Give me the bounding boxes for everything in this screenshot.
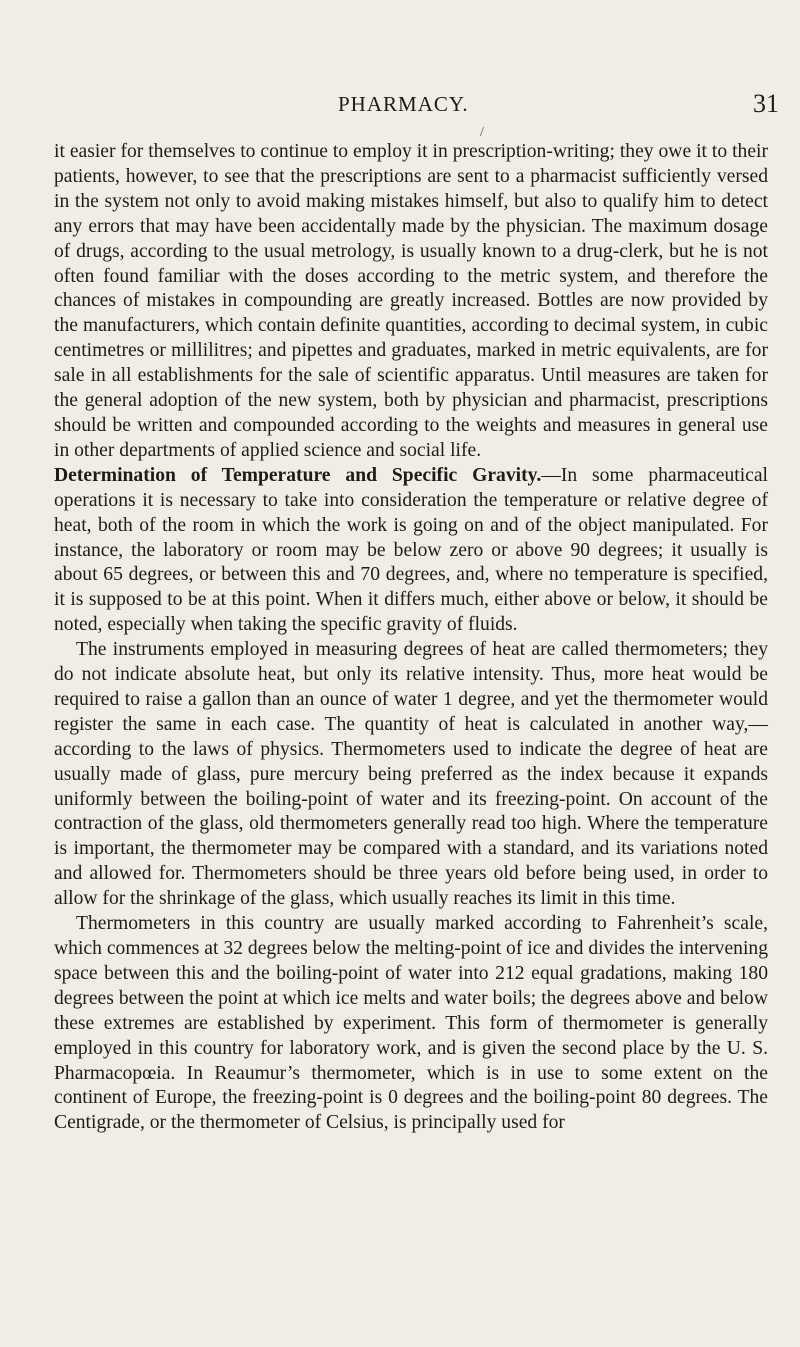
section-text: —In some pharmaceutical operations it is necessary to take into consideration the temperature or relative degree of heat, both of the room in which the work is going on and of the object manipulated. For instance, the laboratory or room may be below zero or above 90 degrees; it usually is about 65 degrees, or between this and 70 degrees, and, where no temperature is specified, it is supposed to be at this point. When it differs much, either above or below, it should be noted, especially when taking the specific gravity of fluids. — [54, 464, 768, 636]
page-header — [0, 89, 800, 122]
section-temperature — [54, 464, 768, 638]
paragraph-thermometers: The instruments employed in measuring degrees of heat are called thermometers; they do not indicate absolute heat, but only its relative intensity. Thus, more heat would be required to raise a gallon than an ounce of water 1 degree, and yet the thermometer would register the same in each case. The quantity of heat is calculated in another way,—according to the laws of physics. Thermometers used to indicate the degree of heat are usually made of glass, pure mercury being preferred as the index because it expands uniformly between the boiling-point of water and its freezing-point. On account of the contraction of the glass, old thermometers generally read too high. Where the temperature is important, the thermometer may be compared with a standard, and its variations noted and allowed for. Thermometers should be three years old before being used, in order to allow for the shrinkage of the glass, which usually reaches its limit in this time. — [54, 639, 768, 910]
stray-mark: / — [480, 125, 484, 140]
paragraph-metric-system: it easier for themselves to continue to employ it in prescription-writing; they owe it to their patients, however, to see that the prescriptions are sent to a pharmacist sufficiently versed in the system not only to avoid making mistakes himself, but also to qualify him to detect any errors that may have been accidentally made by the physician. The maximum dosage of drugs, according to the usual metrology, is usually known to a drug-clerk, but he is not often found familiar with the doses according to the metric system, and therefore the chances of mistakes in compounding are greatly increased. Bottles are now provided by the manufacturers, which contain definite quantities, according to decimal system, in cubic centimetres or millilitres; and pipettes and graduates, marked in metric equivalents, are for sale in all establishments for the sale of scientific apparatus. Until measures are taken for the general adoption of the new system, both by physician and pharmacist, prescriptions should be written and compounded according to the weights and measures in general use in other departments of applied science and social life. — [54, 141, 768, 461]
page-number: 31 — [753, 89, 779, 118]
running-title: PHARMACY. — [338, 92, 469, 116]
section-heading: Determination of Temperature and Specific Gravity. — [54, 464, 542, 486]
paragraph-scales: Thermometers in this country are usually marked according to Fahrenheit’s scale, which commences at 32 degrees below the melting-point of ice and divides the intervening space between this and the boiling-point of water into 212 equal gradations, making 180 degrees between the point at which ice melts and water boils; the degrees above and below these extremes are established by experiment. This form of thermometer is generally employed in this country for laboratory work, and is given the second place by the U. S. Pharmacopœia. In Reaumur’s thermometer, which is in use to some extent on the continent of Europe, the freezing-point is 0 degrees and the boiling-point 80 degrees. The Centigrade, or the thermometer of Celsius, is principally used for — [54, 913, 768, 1134]
body-text — [54, 140, 768, 1136]
